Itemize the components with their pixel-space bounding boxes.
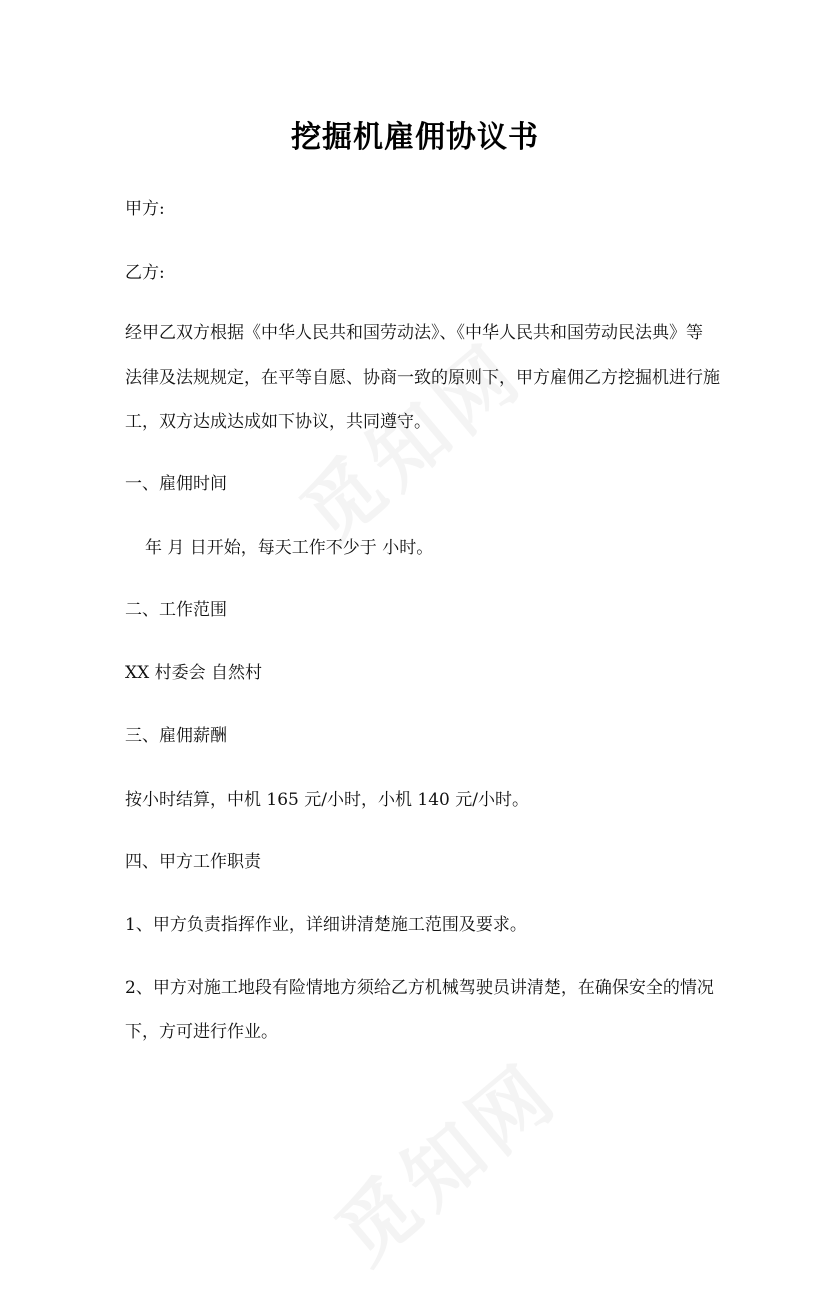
watermark-bottom	[309, 1032, 592, 1298]
section-3-text: 按小时结算，中机 165 元/小时，小机 140 元/小时。	[125, 790, 529, 810]
duty-1: 1、甲方负责指挥作业，详细讲清楚施工范围及要求。	[125, 915, 527, 935]
party-a-label: 甲方:	[125, 199, 165, 219]
section-1-heading: 一、雇佣时间	[125, 474, 227, 494]
party-b-label: 乙方:	[125, 263, 165, 283]
duty-2-line-2: 下，方可进行作业。	[125, 1022, 278, 1042]
duty-2-line-1: 2、甲方对施工地段有险情地方须给乙方机械驾驶员讲清楚，在确保安全的情况	[125, 978, 714, 998]
intro-line-1: 经甲乙双方根据《中华人民共和国劳动法》、《中华人民共和国劳动民法典》等	[125, 323, 703, 343]
section-4-heading: 四、甲方工作职责	[125, 852, 261, 872]
section-2-text: XX 村委会 自然村	[125, 663, 263, 683]
document-title: 挖掘机雇佣协议书	[291, 120, 539, 155]
section-2-heading: 二、工作范围	[125, 600, 227, 620]
section-3-heading: 三、雇佣薪酬	[125, 726, 227, 746]
intro-line-2: 法律及法规规定，在平等自愿、协商一致的原则下，甲方雇佣乙方挖掘机进行施	[125, 368, 720, 388]
section-1-text: 年 月 日开始，每天工作不少于 小时。	[145, 538, 434, 558]
intro-line-3: 工，双方达成达成如下协议，共同遵守。	[125, 412, 431, 432]
